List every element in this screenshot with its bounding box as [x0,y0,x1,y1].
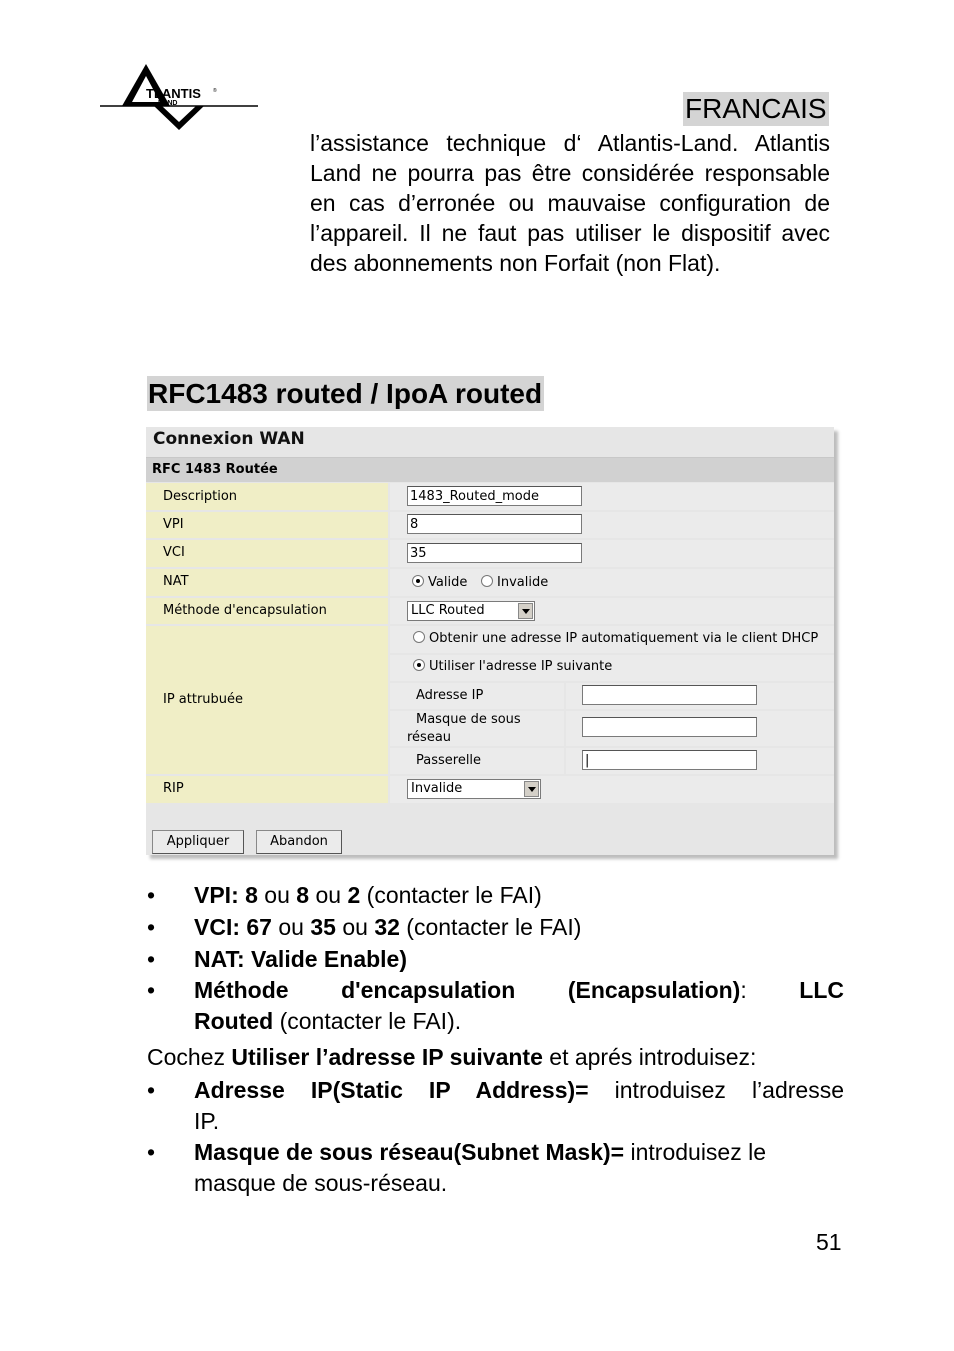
encap-label-cell [146,598,388,626]
ip-option1-cell [390,626,834,655]
description-label-cell [146,483,388,512]
vci-val2: 35 [310,914,336,940]
nat-label-cell [146,569,388,598]
encap-key: Méthode d'encapsulation (Encapsulation) [194,977,741,1003]
ip-label-cell [146,626,388,776]
atlantis-land-logo [100,62,258,134]
mask-label-line1: Masque de sous [416,712,521,727]
bullet-nat [147,944,847,975]
bullet-icon: • [147,914,156,940]
vpi-value-cell [390,512,834,540]
svg-text:®: ® [213,88,217,94]
vci-note: (contacter le FAI) [399,914,582,940]
radio-unchecked-icon[interactable] [413,631,425,643]
cochez-suffix: et aprés introduisez: [542,1044,757,1070]
vci-sep1: ou [271,914,311,940]
encap-select-value: LLC Routed [411,603,485,618]
ip-dhcp-option[interactable] [413,631,818,646]
encap-value-cell [390,598,834,626]
vpi-label-cell [146,512,388,540]
vci-input[interactable]: 35 [407,543,582,563]
bullet-icon: • [147,946,156,972]
panel-subtitle-bar [146,457,834,482]
cochez-line [147,1042,847,1073]
section-title: RFC1483 routed / IpoA routed [148,378,543,409]
ip-label: IP attrubuée [163,692,244,707]
vpi-key: VPI: 8 [194,882,258,908]
vci-key: VCI: 67 [194,914,272,940]
ip-dhcp-label: Obtenir une adresse IP automatiquement via le client DHCP [429,631,819,646]
rip-select-value: Invalide [411,781,463,796]
radio-checked-icon[interactable] [412,575,424,587]
ip-address-line2: IP. [194,1108,220,1134]
nat-invalide-label: Invalide [497,575,549,590]
encap-note: (contacter le FAI). [273,1008,462,1034]
bullet-vpi [147,880,847,911]
bullet-icon: • [147,977,156,1003]
ip-address-line1 [194,1075,844,1106]
rip-label: RIP [163,781,184,796]
gateway-label-cell [390,748,564,776]
radio-unchecked-icon[interactable] [481,575,493,587]
radio-checked-icon[interactable] [413,659,425,671]
encap-line2 [194,1006,461,1037]
nat-invalide-option[interactable] [481,575,548,590]
cochez-prefix: Cochez [147,1044,232,1070]
vpi-sep1: ou [257,882,297,908]
ip-address-label: Adresse IP [416,688,484,703]
subnet-mask-input[interactable] [582,717,757,737]
subnet-mask-line2: masque de sous-réseau. [194,1170,448,1196]
bullet-encapsulation [147,975,844,1037]
description-input[interactable]: 1483_Routed_mode [407,486,582,506]
encap-colon: : [740,977,800,1003]
vpi-note: (contacter le FAI) [360,882,542,908]
encap-value-llc: LLC [799,977,844,1003]
dropdown-arrow-icon[interactable] [518,603,533,619]
vpi-val2: 8 [296,882,310,908]
vpi-sep2: ou [309,882,348,908]
bullet-ip-address [147,1075,844,1137]
nat-label: NAT [163,574,189,589]
bullet-vci [147,912,847,943]
bullet-icon: • [147,1139,156,1165]
page-number: 51 [816,1229,842,1255]
rip-select[interactable] [407,779,541,799]
bullet-subnet-mask [147,1137,844,1199]
ip-address-key: Adresse IP(Static IP Address)= [194,1077,589,1103]
encap-label: Méthode d'encapsulation [163,603,327,618]
vci-sep2: ou [335,914,375,940]
subnet-mask-text: introduisez le [624,1139,767,1165]
svg-text:LAND: LAND [158,100,178,107]
gateway-value-cell [566,748,834,776]
apply-button[interactable]: Appliquer [152,830,244,854]
rip-label-cell [146,776,388,805]
encap-line1 [194,975,844,1006]
ip-static-option[interactable] [413,659,612,674]
vci-val3: 32 [374,914,400,940]
vci-label: VCI [163,545,185,560]
vci-value-cell [390,540,834,569]
nat-valide-label: Valide [428,575,468,590]
vci-label-cell [146,540,388,569]
cancel-button[interactable]: Abandon [256,830,342,854]
ip-address-label-cell [390,683,564,711]
encap-select[interactable] [407,601,535,621]
mask-label-line2: réseau [407,730,452,745]
gateway-label: Passerelle [416,753,482,768]
wan-connection-panel [146,427,834,855]
vpi-input[interactable]: 8 [407,514,582,534]
nat-key: NAT: Valide Enable) [194,946,408,972]
nat-value-cell [390,569,834,598]
ip-option2-cell [390,655,834,683]
encap-value-routed: Routed [194,1008,274,1034]
ip-address-text: introduisez l’adresse [588,1077,844,1103]
ip-static-label: Utiliser l'adresse IP suivante [429,659,613,674]
language-label: FRANCAIS [685,93,827,124]
gateway-input[interactable]: | [582,750,757,770]
rip-value-cell [390,776,834,805]
mask-value-cell [566,711,834,748]
vpi-val3: 2 [347,882,361,908]
description-label: Description [163,489,238,504]
bullet-icon: • [147,882,156,908]
panel-subtitle: RFC 1483 Routée [152,462,278,477]
cochez-option: Utiliser l’adresse IP suivante [231,1044,543,1070]
subnet-mask-line1 [194,1137,766,1168]
panel-title: Connexion WAN [153,429,305,449]
subnet-mask-key: Masque de sous réseau(Subnet Mask)= [194,1139,625,1165]
ip-address-input[interactable] [582,685,757,705]
intro-paragraph: l’assistance technique d‘ Atlantis-Land. Atlantis Land ne pourra pas être considérée responsable en cas d’erronée ou mauvaise configuration de l’appareil. Il ne faut pas utiliser le dispositif avec des abonnements non Forfait (non Flat). [310,130,830,276]
vpi-label: VPI [163,517,184,532]
description-value-cell [390,483,834,512]
bullet-icon: • [147,1077,156,1103]
svg-text:TLANTIS: TLANTIS [146,86,201,101]
ip-address-value-cell [566,683,834,711]
dropdown-arrow-icon[interactable] [524,781,539,797]
mask-label-cell [390,711,564,748]
nat-valide-option[interactable] [412,575,467,590]
